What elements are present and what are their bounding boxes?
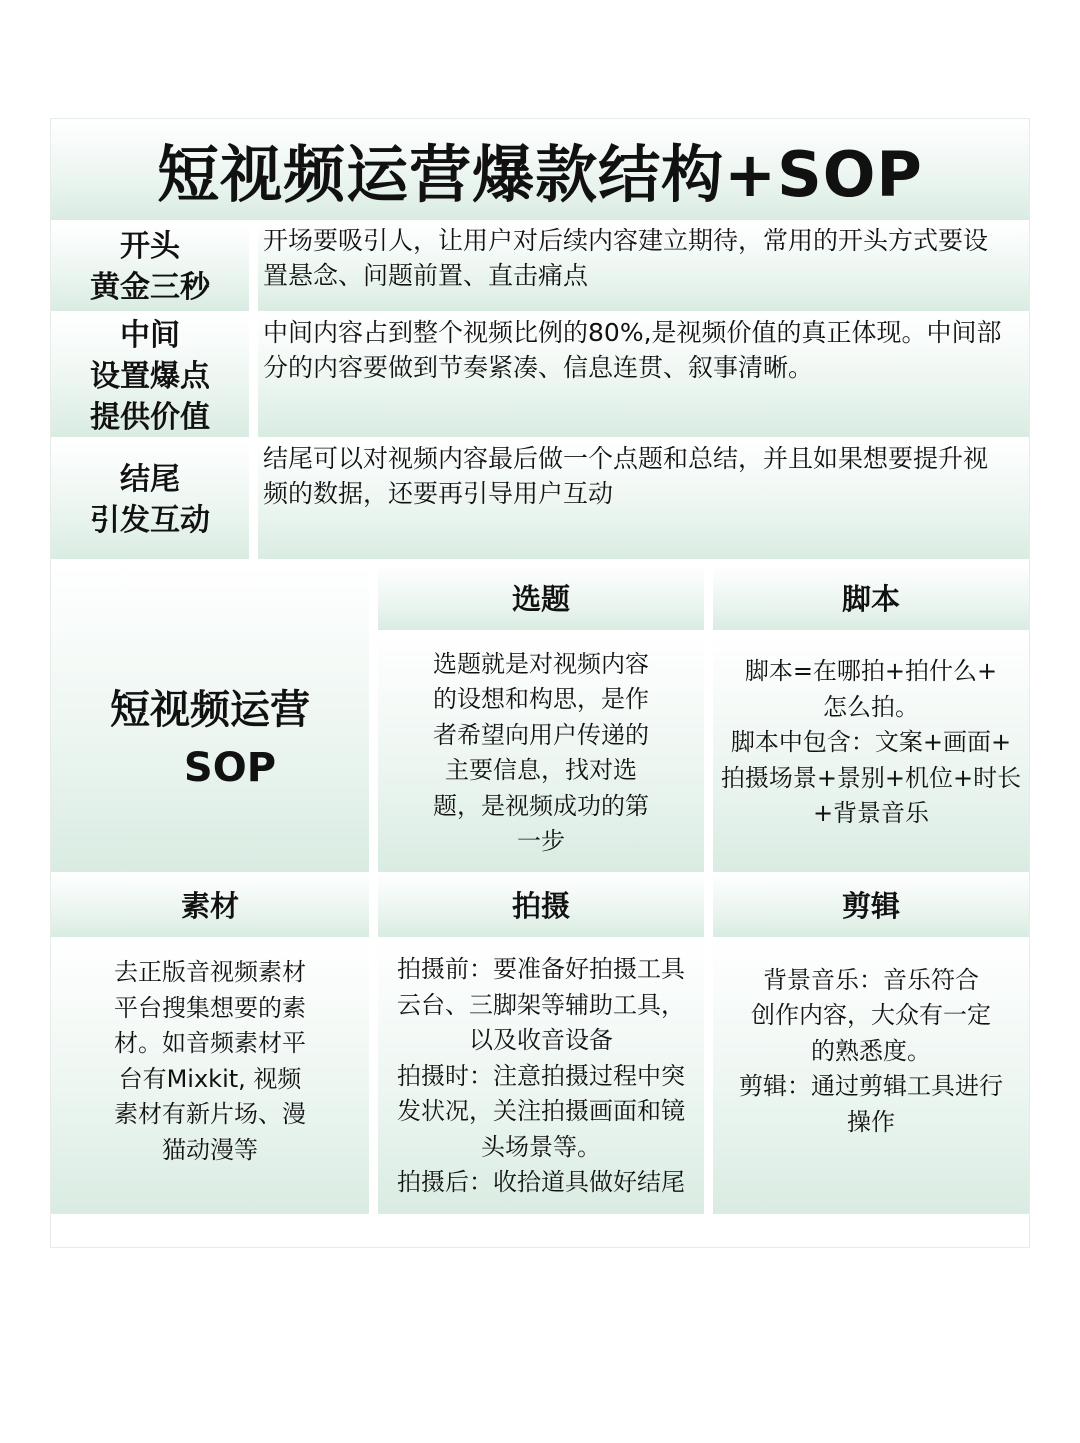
body-line: 一步 bbox=[517, 827, 565, 855]
text-line: 分的内容要做到节奏紧凑、信息连贯、叙事清晰。 bbox=[263, 353, 814, 382]
body-line: 猫动漫等 bbox=[162, 1135, 258, 1164]
label-line: 开头 bbox=[120, 229, 180, 264]
shooting-body bbox=[378, 939, 704, 1214]
sop-title bbox=[51, 565, 369, 872]
editing-body bbox=[713, 939, 1029, 1214]
body-line: 怎么拍。 bbox=[823, 692, 919, 721]
sop-title-line: SOP bbox=[183, 744, 277, 791]
body-line: 题，是视频成功的第 bbox=[433, 791, 649, 820]
row-label-middle bbox=[51, 315, 249, 437]
body-line: 以及收音设备 bbox=[469, 1026, 613, 1055]
body-line: 主要信息，找对选 bbox=[445, 756, 637, 784]
body-line: 创作内容，大众有一定 bbox=[751, 1001, 991, 1030]
material-body bbox=[51, 939, 369, 1214]
body-line: 者希望向用户传递的 bbox=[433, 720, 649, 749]
body-line: 脚本中包含：文案+画面+ bbox=[730, 728, 1012, 757]
body-line: 头场景等。 bbox=[481, 1132, 601, 1161]
body-line: 发状况，关注拍摄画面和镜 bbox=[397, 1097, 685, 1126]
text-line: 置悬念、问题前置、直击痛点 bbox=[263, 261, 589, 290]
sop-infographic bbox=[51, 119, 1029, 1247]
row-text-middle bbox=[258, 315, 1029, 437]
sop-title-line: 短视频运营 bbox=[110, 686, 310, 733]
body-line: 拍摄后：收拾道具做好结尾 bbox=[397, 1168, 685, 1197]
page-title: 短视频运营爆款结构+SOP bbox=[51, 119, 1029, 220]
body-line: 云台、三脚架等辅助工具， bbox=[397, 990, 685, 1019]
label-line: 引发互动 bbox=[90, 503, 210, 538]
text-line: 结尾可以对视频内容最后做一个点题和总结，并且如果想要提升视 bbox=[263, 444, 989, 473]
body-line: 拍摄场景+景别+机位+时长 bbox=[720, 763, 1022, 792]
body-line: 拍摄前：要准备好拍摄工具 bbox=[397, 955, 685, 984]
header-script: 脚本 bbox=[713, 565, 1029, 630]
label-line: 中间 bbox=[120, 317, 180, 353]
body-line: +背景音乐 bbox=[812, 799, 930, 828]
header-topic: 选题 bbox=[378, 565, 704, 630]
script-body bbox=[713, 634, 1029, 872]
body-line: 材。如音频素材平 bbox=[114, 1029, 306, 1057]
body-line: 背景音乐：音乐符合 bbox=[763, 965, 979, 994]
row-label-ending bbox=[51, 441, 249, 559]
label-line: 黄金三秒 bbox=[90, 270, 210, 305]
text-line: 频的数据，还要再引导用户互动 bbox=[263, 479, 614, 508]
body-line: 台有Mixkit, 视频 bbox=[118, 1064, 302, 1093]
row-label-opening bbox=[51, 223, 249, 311]
text-line: 中间内容占到整个视频比例的80%,是视频价值的真正体现。中间部 bbox=[263, 318, 1002, 347]
body-line: 脚本=在哪拍+拍什么+ bbox=[744, 657, 998, 686]
body-line: 选题就是对视频内容 bbox=[433, 649, 649, 678]
header-editing: 剪辑 bbox=[713, 872, 1029, 937]
body-line: 拍摄时：注意拍摄过程中突 bbox=[397, 1061, 685, 1090]
body-line: 剪辑：通过剪辑工具进行 bbox=[739, 1072, 1003, 1101]
body-line: 平台搜集想要的素 bbox=[114, 993, 306, 1022]
row-text-opening bbox=[258, 223, 1029, 311]
label-line: 结尾 bbox=[120, 462, 180, 497]
text-line: 开场要吸引人，让用户对后续内容建立期待，常用的开头方式要设 bbox=[263, 226, 989, 255]
body-line: 操作 bbox=[847, 1107, 895, 1136]
header-material: 素材 bbox=[51, 872, 369, 937]
body-line: 的设想和构思，是作 bbox=[433, 685, 649, 713]
row-text-ending bbox=[258, 441, 1029, 559]
body-line: 的熟悉度。 bbox=[811, 1036, 931, 1065]
header-shooting: 拍摄 bbox=[378, 872, 704, 937]
body-line: 去正版音视频素材 bbox=[114, 958, 306, 986]
label-line: 设置爆点 bbox=[90, 358, 210, 394]
label-line: 提供价值 bbox=[90, 399, 210, 435]
body-line: 素材有新片场、漫 bbox=[114, 1100, 306, 1128]
topic-body bbox=[378, 634, 704, 872]
